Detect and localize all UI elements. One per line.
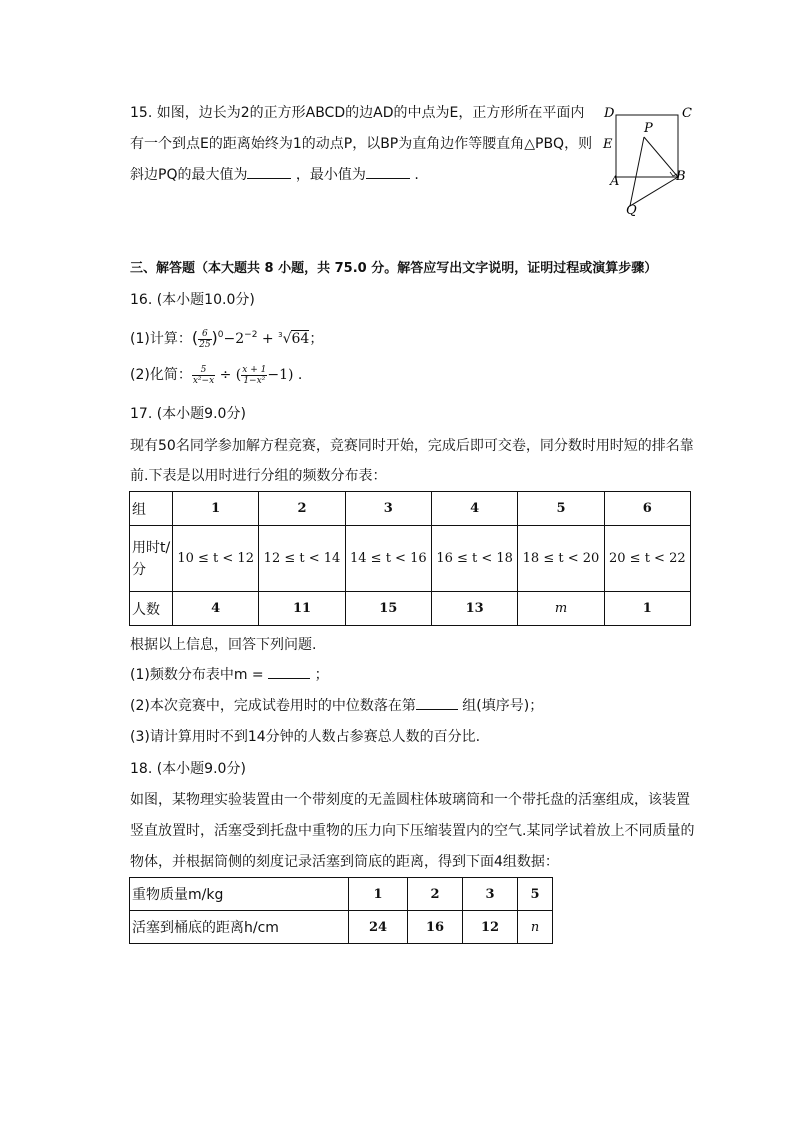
- exp-zero: 0: [217, 330, 224, 340]
- q17-sub3: (3)请计算用时不到14分钟的人数占参赛总人数的百分比.: [130, 729, 481, 745]
- exp-neg-two: −2: [244, 330, 258, 340]
- range-cell: 18 ≤ t < 20: [518, 526, 604, 592]
- range-cell: 16 ≤ t < 18: [431, 526, 517, 592]
- q16-heading: 16. (本小题10.0分): [130, 292, 255, 308]
- q18-text1: 如图，某物理实验装置由一个带刻度的无盖圆柱体玻璃筒和一个带托盘的活塞组成，该装置: [130, 792, 690, 808]
- answer-blank-max[interactable]: [247, 166, 291, 179]
- row-label-count: 人数: [130, 592, 173, 626]
- count-cell: 11: [259, 592, 345, 626]
- label-e: E: [603, 137, 613, 152]
- q17-after: 根据以上信息，回答下列问题.: [130, 637, 317, 653]
- q17-sub1: (1)频数分布表中m = ；: [130, 667, 329, 683]
- fraction-x-plus-1: $\frac{x + 1}{\text{1−x²}}$: [242, 364, 267, 386]
- table-row-ranges: [130, 526, 691, 592]
- triangle-pbq: [630, 137, 678, 206]
- table-row-counts: [130, 592, 691, 626]
- q16-part2: (2)化简： $\frac{5}{\text{x²−x}}$ ÷ ( $\frac{x + 1}{\text{1−x²}}$ −1) .: [130, 364, 303, 386]
- q18-text3: 物体，并根据筒侧的刻度记录活塞到筒底的距离，得到下面4组数据：: [130, 854, 559, 870]
- mass-cell: 5: [518, 878, 553, 911]
- mass-cell: 3: [463, 878, 518, 911]
- q16-p2-prefix: (2)化简：: [130, 367, 192, 383]
- group-cell: 3: [345, 492, 431, 526]
- count-cell: 4: [173, 592, 259, 626]
- q15-line2: 有一个到点E的距离始终为1的动点P，以BP为直角边作等腰直角△PBQ，则: [130, 136, 593, 152]
- table-row-distance: [130, 911, 553, 944]
- label-a: A: [610, 174, 620, 189]
- section-3-title: 三、解答题（本大题共 8 小题，共 75.0 分。解答应写出文字说明，证明过程或演算步骤）: [130, 261, 658, 276]
- frequency-table: [129, 491, 691, 626]
- answer-blank-min[interactable]: [366, 166, 410, 179]
- distance-cell-n: n: [518, 911, 553, 944]
- label-b: B: [676, 169, 686, 184]
- q15-line3: [130, 166, 419, 184]
- minus-two: −2: [223, 331, 245, 347]
- fraction-5-over: $\frac{5}{\text{x²−x}}$: [192, 364, 215, 386]
- answer-blank-m[interactable]: [268, 666, 310, 679]
- table-row-mass: [130, 878, 553, 911]
- count-cell-m: m: [518, 592, 604, 626]
- range-cell: 10 ≤ t < 12: [173, 526, 259, 592]
- q15-line1: 15. 如图，边长为2的正方形ABCD的边AD的中点为E，正方形所在平面内: [130, 105, 585, 121]
- group-cell: 1: [173, 492, 259, 526]
- label-p: P: [644, 121, 653, 136]
- group-cell: 2: [259, 492, 345, 526]
- mass-cell: 1: [349, 878, 408, 911]
- label-q: Q: [626, 203, 637, 218]
- q16-p1-prefix: (1)计算：: [130, 331, 192, 347]
- mass-cell: 2: [408, 878, 463, 911]
- label-c: C: [682, 106, 692, 121]
- root-radicand: 64: [291, 331, 310, 347]
- q17-text2: 前.下表是以用时进行分组的频数分布表：: [130, 468, 387, 484]
- q17-heading: 17. (本小题9.0分): [130, 406, 246, 422]
- count-cell: 15: [345, 592, 431, 626]
- distance-cell: 24: [349, 911, 408, 944]
- q15-period: .: [414, 167, 419, 183]
- q18-text2: 竖直放置时，活塞受到托盘中重物的压力向下压缩装置内的空气.某同学试着放上不同质量的: [130, 823, 695, 839]
- distance-cell: 16: [408, 911, 463, 944]
- q17-sub2: (2)本次竞赛中，完成试卷用时的中位数落在第 组(填序号)；: [130, 698, 544, 714]
- q18-heading: 18. (本小题9.0分): [130, 761, 246, 777]
- q15-min-label: ，最小值为: [295, 167, 366, 183]
- q15-max-label: 斜边PQ的最大值为: [130, 167, 248, 183]
- label-d: D: [604, 106, 615, 121]
- piston-table: [129, 877, 553, 944]
- range-cell: 14 ≤ t < 16: [345, 526, 431, 592]
- label-mass: 重物质量m/kg: [130, 878, 349, 911]
- q16-part1: (1)计算：( $\frac{6}{25}$ )$^0-2^{-2} + ^3√64$；: [130, 328, 324, 350]
- group-cell: 4: [431, 492, 517, 526]
- count-cell: 13: [431, 592, 517, 626]
- q17-text1: 现有50名同学参加解方程竞赛，竞赛同时开始，完成后即可交卷，同分数时用时短的排名靠: [130, 438, 694, 454]
- table-row-groups: [130, 492, 691, 526]
- range-cell: 20 ≤ t < 22: [604, 526, 690, 592]
- answer-blank-median-group[interactable]: [416, 697, 458, 710]
- count-cell: 1: [604, 592, 690, 626]
- square-figure: [596, 100, 706, 220]
- group-cell: 5: [518, 492, 604, 526]
- fraction-6-25: $\frac{6}{25}$: [199, 328, 211, 350]
- row-label-group: 组: [130, 492, 173, 526]
- group-cell: 6: [604, 492, 690, 526]
- root-index: 3: [278, 331, 283, 339]
- range-cell: 12 ≤ t < 14: [259, 526, 345, 592]
- row-label-time: 用时t/分: [130, 526, 173, 592]
- label-distance: 活塞到桶底的距离h/cm: [130, 911, 349, 944]
- distance-cell: 12: [463, 911, 518, 944]
